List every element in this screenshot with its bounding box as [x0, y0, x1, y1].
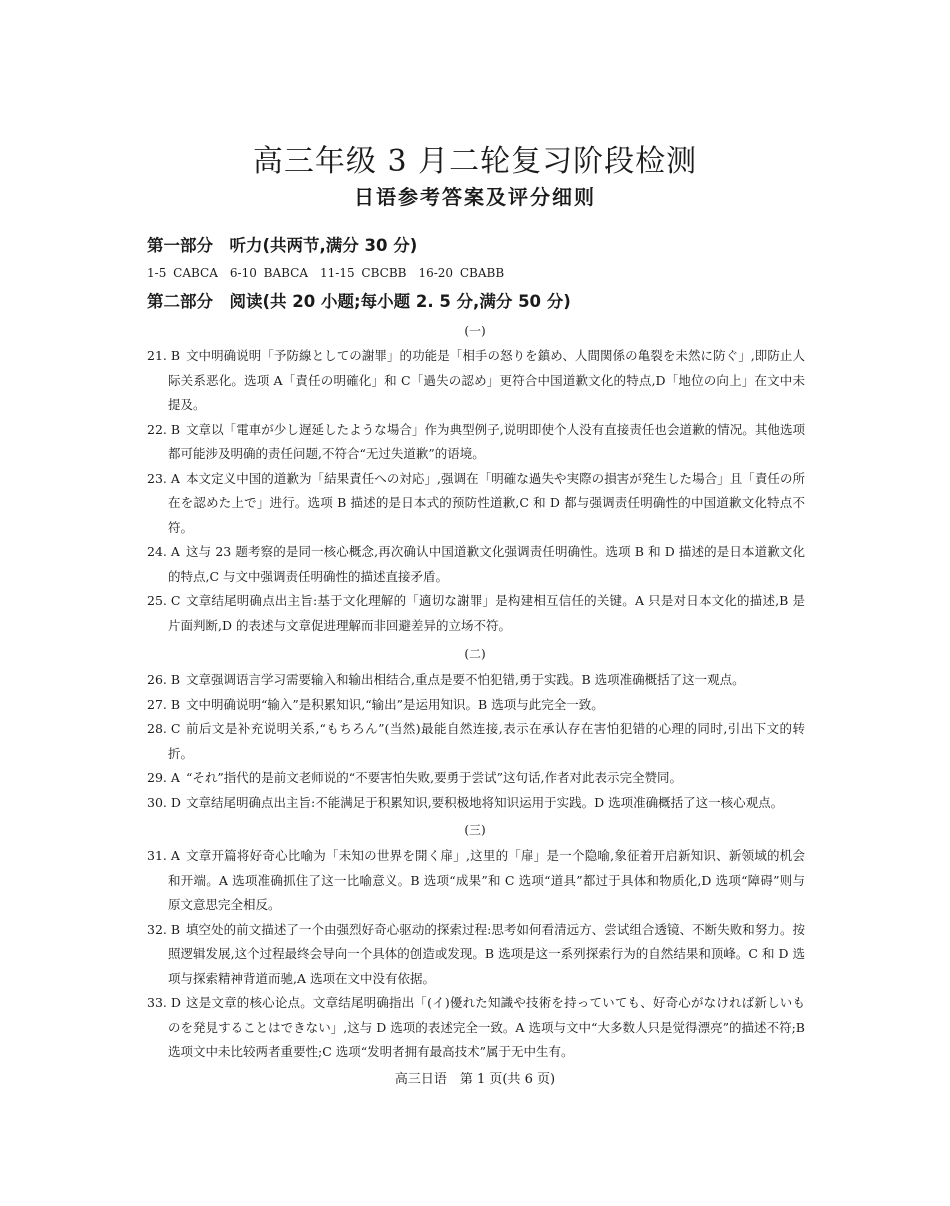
section-label: (一): [464, 324, 486, 338]
question-item: [147, 467, 805, 541]
question-explanation: 文中明确说明「予防線としての謝罪」的功能是「相手の怒りを鎮め、人間関係の亀裂を未然に防ぐ」,即防止人际关系恶化。选项 A「責任の明確化」和 C「過失の認め」更符合中国道歉文化的特点,D「地位の向上」在文中未提及。: [168, 348, 805, 412]
question-item: [147, 418, 805, 467]
page-footer: 高三日语 第 1 页(共 6 页): [394, 1072, 556, 1087]
section-label: (三): [464, 823, 486, 837]
question-item: [147, 766, 805, 791]
page-title: 高三年级 3 月二轮复习阶段检测: [252, 144, 698, 179]
question-item: [147, 589, 805, 638]
question-number: 32. B: [147, 921, 181, 937]
question-explanation: 文中明确说明“输入”是积累知识,“输出”是运用知识。B 选项与此完全一致。: [186, 696, 604, 712]
listening-answer-keys: 1-5 CABCA 6-10 BABCA 11-15 CBCBB 16-20 CBABB: [147, 266, 505, 280]
question-item: [147, 540, 805, 589]
question-explanation: 文章强调语言学习需要输入和输出相结合,重点是要不怕犯错,勇于实践。B 选项准确概括了这一观点。: [186, 672, 745, 687]
question-explanation: 文章结尾明确点出主旨:基于文化理解的「適切な謝罪」是构建相互信任的关键。A 只是对日本文化的描述,B 是片面判断,D 的表述与文章促进理解而非回避差异的立场不符。: [168, 593, 805, 633]
question-number: 33. D: [147, 995, 181, 1010]
page-subtitle: 日语参考答案及评分细则: [354, 185, 596, 209]
question-list: [147, 668, 805, 815]
question-number: 30. D: [147, 794, 181, 810]
question-item: [147, 668, 805, 693]
question-item: [147, 717, 805, 766]
question-number: 25. C: [147, 593, 181, 608]
question-number: 31. A: [147, 848, 180, 863]
question-list: [147, 344, 805, 638]
question-explanation: 填空处的前文描述了一个由强烈好奇心驱动的探索过程:思考如何看清远方、尝试组合透镜、不断失败和努力。按照逻辑发展,这个过程最终会导向一个具体的创造或发现。B 选项是这一系列探索行为的自然结果和顶峰。C 和 D 选项与探索精神背道而驰,A 选项在文中没有依据。: [168, 921, 805, 986]
question-number: 21. B: [147, 348, 181, 363]
section-label: (二): [464, 647, 486, 661]
question-explanation: “それ”指代的是前文老师说的“不要害怕失败,要勇于尝试”这句话,作者对此表示完全赞同。: [186, 770, 683, 785]
question-explanation: 这是文章的核心论点。文章结尾明确指出「(イ)優れた知識や技術を持っていても、好奇心がなければ新しいものを発見することはできない」,这与 D 选项的表述完全一致。A 选项与文中“大多数人只是觉得漂亮”的描述不符;B 选项文中未比较两者重要性;C 选项“发明者拥有最高技术”属于无中生有。: [168, 995, 805, 1059]
question-item: [147, 844, 805, 918]
question-item: [147, 791, 805, 816]
question-number: 22. B: [147, 421, 181, 437]
question-number: 23. A: [147, 470, 180, 486]
question-number: 28. C: [147, 721, 181, 736]
question-item: [147, 344, 805, 418]
part2-heading: 第二部分 阅读(共 20 小题;每小题 2. 5 分,满分 50 分): [147, 292, 571, 311]
question-explanation: 文章开篇将好奇心比喻为「未知の世界を開く扉」,这里的「扉」是一个隐喻,象征着开启新知识、新领域的机会和开端。A 选项准确抓住了这一比喻意义。B 选项“成果”和 C 选项“道具”都过于具体和物质化,D 选项“障碍”则与原文意思完全相反。: [168, 848, 805, 912]
question-item: [147, 918, 805, 992]
question-explanation: 这与 23 题考察的是同一核心概念,再次确认中国道歉文化强调责任明确性。选项 B 和 D 描述的是日本道歉文化的特点,C 与文中强调责任明确性的描述直接矛盾。: [168, 544, 805, 584]
part1-heading: 第一部分 听力(共两节,满分 30 分): [147, 236, 418, 255]
question-number: 29. A: [147, 770, 180, 785]
question-explanation: 文章结尾明确点出主旨:不能满足于积累知识,要积极地将知识运用于实践。D 选项准确概括了这一核心观点。: [186, 794, 784, 810]
question-list: [147, 844, 805, 1065]
question-explanation: 本文定义中国的道歉为「結果責任への対応」,强调在「明確な過失や実際の損害が発生した場合」且「責任の所在を認めた上で」进行。选项 B 描述的是日本式的预防性道歉,C 和 D 都与强调责任明确性的中国道歉文化特点不符。: [168, 470, 805, 535]
question-number: 26. B: [147, 672, 181, 687]
question-number: 24. A: [147, 544, 180, 559]
question-item: [147, 991, 805, 1065]
question-number: 27. B: [147, 696, 181, 712]
question-explanation: 前后文是补充说明关系,“もちろん”(当然)最能自然连接,表示在承认存在害怕犯错的心理的同时,引出下文的转折。: [168, 721, 805, 761]
question-explanation: 文章以「電車が少し遅延したような場合」作为典型例子,说明即使个人没有直接责任也会道歉的情况。其他选项都可能涉及明确的责任问题,不符合“无过失道歉”的语境。: [168, 421, 805, 461]
question-item: [147, 693, 805, 718]
